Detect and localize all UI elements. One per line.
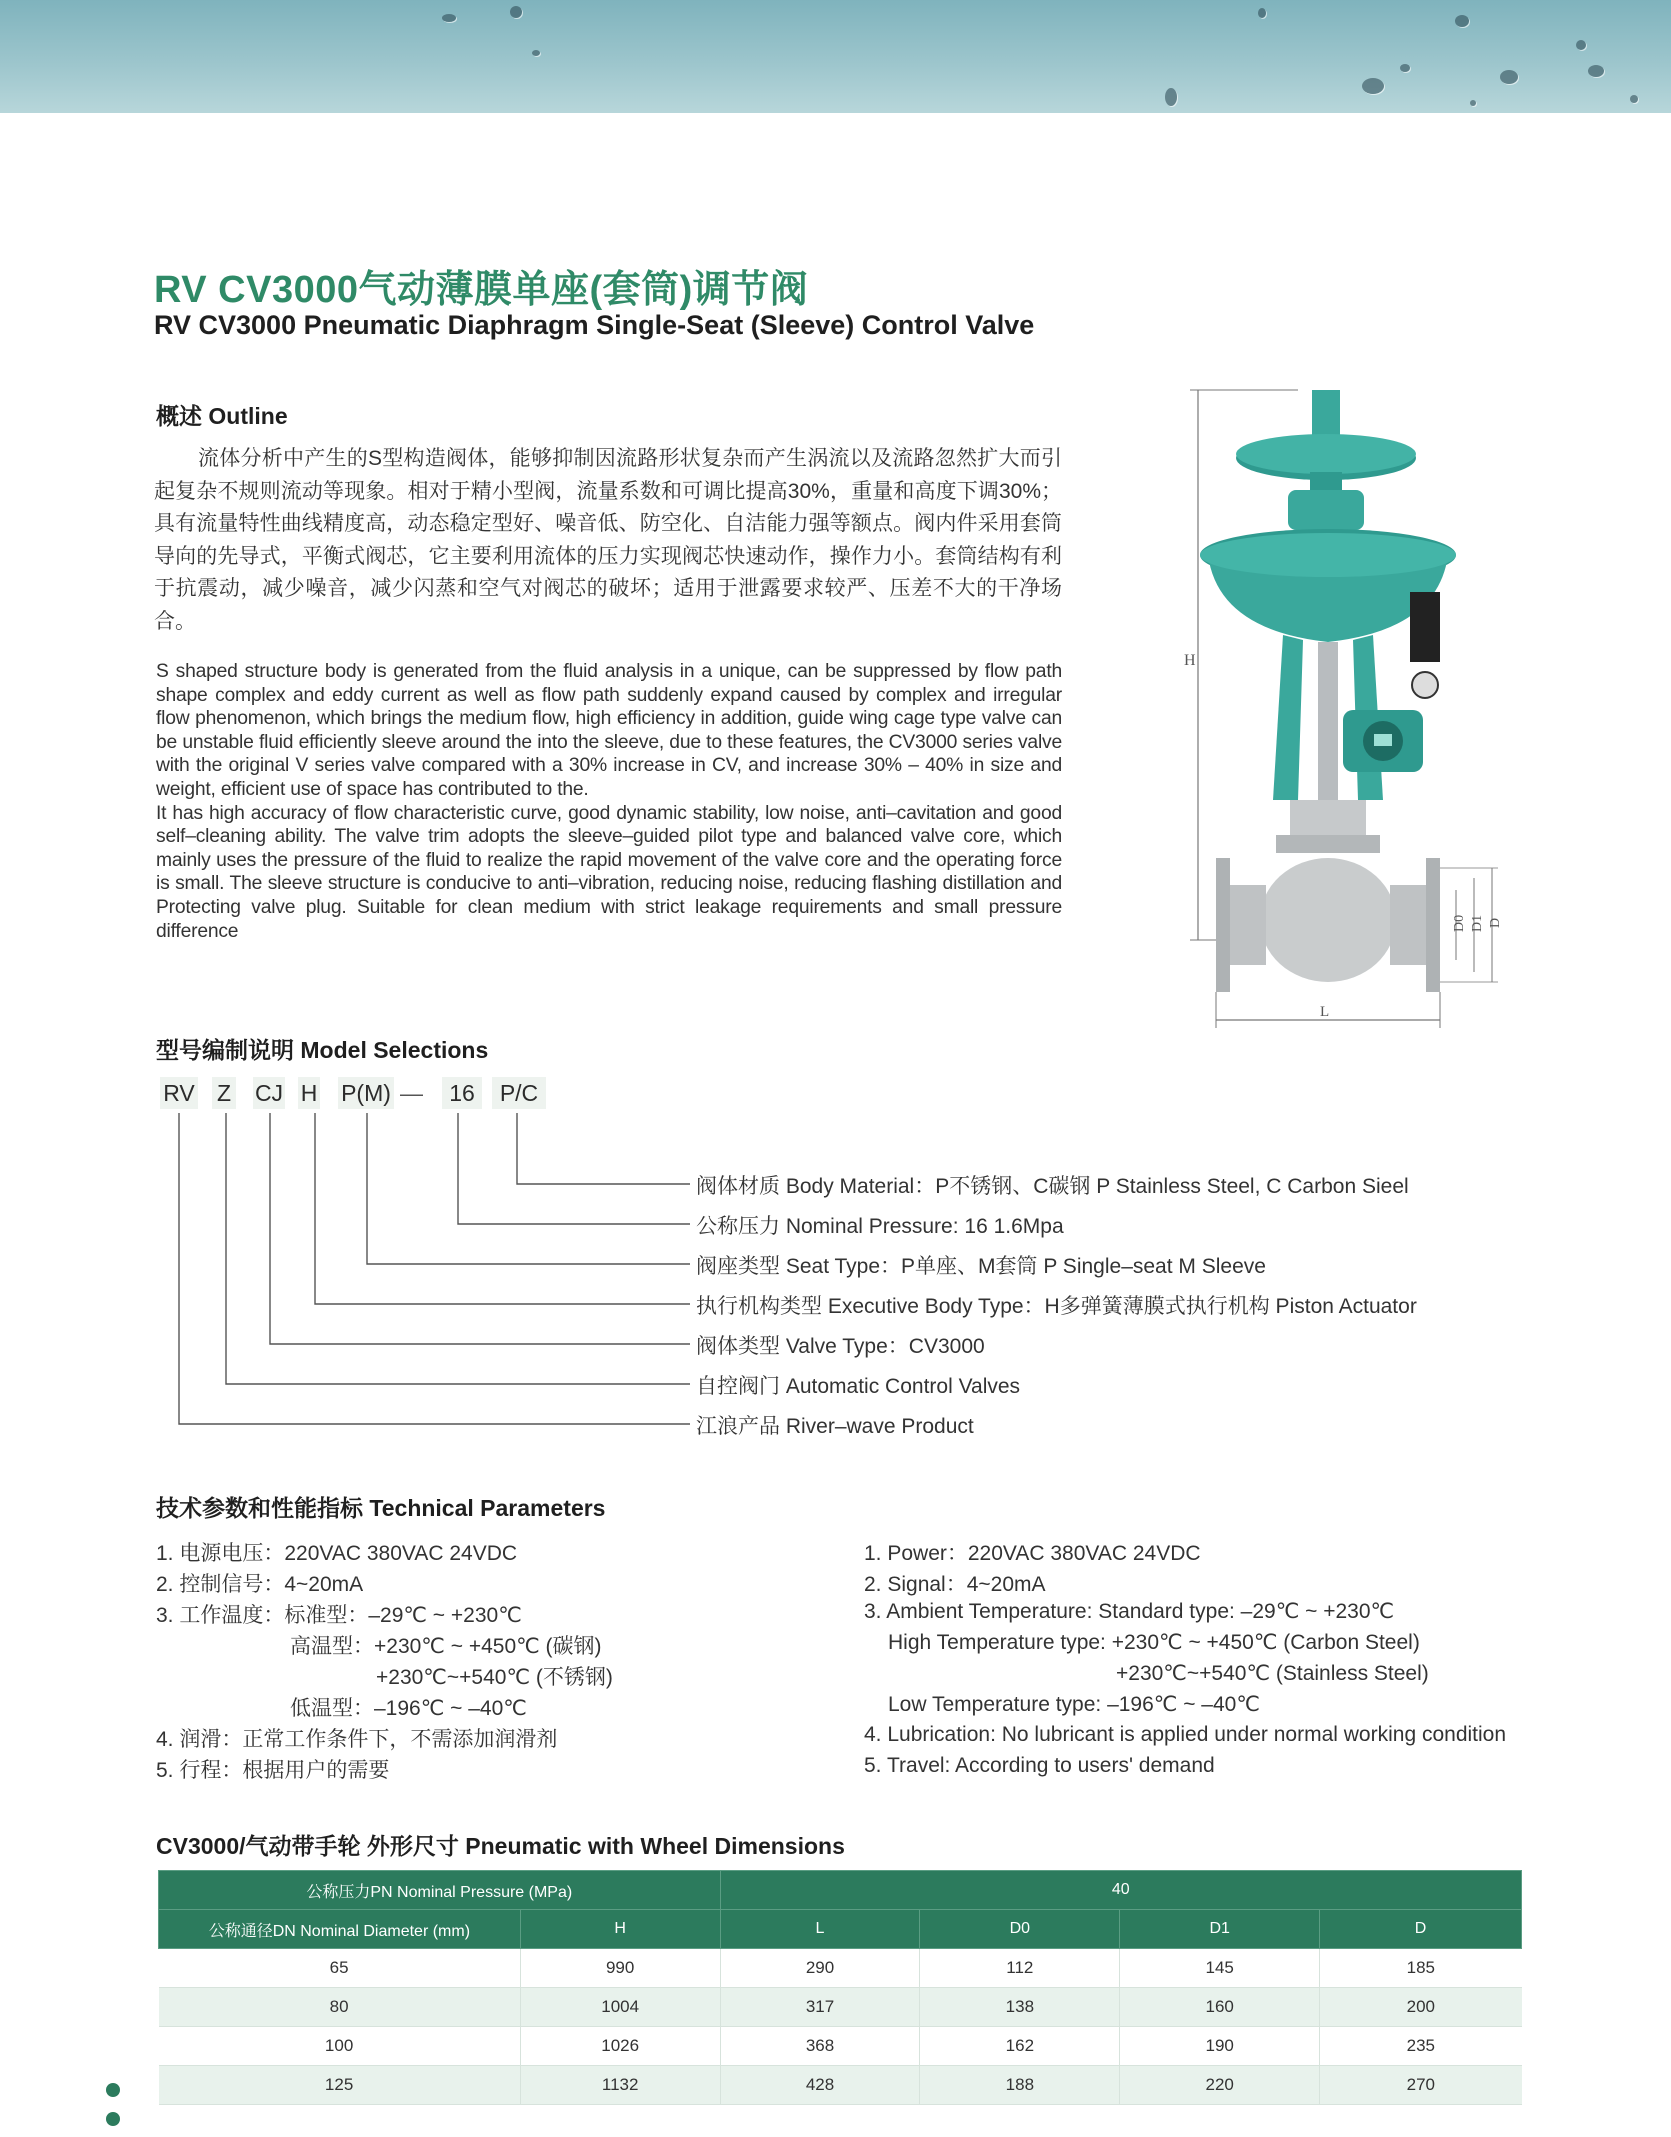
tech-cn-4: 高温型：+230℃ ~ +450℃ (碳钢) [290, 1635, 602, 1658]
decorative-dot [106, 2083, 120, 2097]
column-header: D [1320, 1910, 1522, 1949]
tech-heading: 技术参数和性能指标 Technical Parameters [156, 1495, 606, 1521]
tech-en-6: Low Temperature type: –196℃ ~ –40℃ [888, 1693, 1260, 1716]
table-cell: 80 [159, 1988, 521, 2027]
tech-en-8: 5. Travel: According to users' demand [864, 1754, 1215, 1777]
legend-product: 江浪产品 River–wave Product [696, 1415, 974, 1438]
table-row [159, 1988, 1522, 2027]
table-cell: 145 [1120, 1949, 1320, 1988]
code-pc: P/C [492, 1077, 546, 1109]
tech-cn-7: 4. 润滑：正常工作条件下，不需添加润滑剂 [156, 1728, 558, 1751]
outline-text-en [156, 660, 1062, 943]
code-16: 16 [442, 1077, 482, 1109]
table-cell: 1132 [520, 2066, 720, 2105]
table-cell: 990 [520, 1949, 720, 1988]
outline-text-cn [154, 443, 1062, 638]
header-banner [0, 0, 1671, 113]
table-cell: 162 [920, 2027, 1120, 2066]
table-row [159, 1949, 1522, 1988]
legend-body-material: 阀体材质 Body Material：P不锈钢、C碳钢 P Stainless Steel, C Carbon Sieel [696, 1175, 1409, 1198]
tech-en-3: 3. Ambient Temperature: Standard type: –29℃ ~ +230℃ [864, 1600, 1395, 1623]
table-row [159, 2066, 1522, 2105]
outline-paragraph-en-2: It has high accuracy of flow characteristic curve, good dynamic stability, low noise, anti–cavitation and good self–cleaning ability. The valve trim adopts the sleeve–guided pilot type and balanced valve core, which mainly uses the pressure of the fluid to realize the rapid movement of the valve core and the operating force is small. The sleeve structure is conducive to anti–vibration, reducing noise, reducing flashing distillation and Protecting valve plug. Suitable for clean medium with strict leakage requirements and small pressure difference [156, 802, 1062, 942]
legend-nominal-pressure: 公称压力 Nominal Pressure: 16 1.6Mpa [696, 1215, 1064, 1238]
table-cell: 270 [1320, 2066, 1522, 2105]
tech-en-4: High Temperature type: +230℃ ~ +450℃ (Carbon Steel) [888, 1631, 1420, 1654]
tech-cn-2: 2. 控制信号：4~20mA [156, 1573, 364, 1596]
table-cell: 100 [159, 2027, 521, 2066]
table-cell: 368 [720, 2027, 920, 2066]
legend-valve-type: 阀体类型 Valve Type：CV3000 [696, 1335, 985, 1358]
table-cell: 138 [920, 1988, 1120, 2027]
model-heading: 型号编制说明 Model Selections [156, 1037, 489, 1063]
code-rv: RV [160, 1077, 198, 1109]
table-header-row-columns [159, 1910, 1522, 1949]
column-header: D0 [920, 1910, 1120, 1949]
dim-label-d1: D1 [1470, 914, 1485, 932]
dim-label-l: L [1320, 1004, 1330, 1020]
table-cell: 200 [1320, 1988, 1522, 2027]
decorative-dot [106, 2112, 120, 2126]
table-cell: 1026 [520, 2027, 720, 2066]
tech-cn-8: 5. 行程：根据用户的需要 [156, 1759, 390, 1782]
tech-en-7: 4. Lubrication: No lubricant is applied under normal working condition [864, 1723, 1507, 1746]
dimensions-table [158, 1870, 1522, 2105]
valve-drawing [1178, 380, 1508, 1040]
dimensions-heading: CV3000/气动带手轮 外形尺寸 Pneumatic with Wheel Dimensions [156, 1833, 845, 1859]
page-title-en: RV CV3000 Pneumatic Diaphragm Single-Seat (Sleeve) Control Valve [154, 310, 1035, 340]
table-cell: 188 [920, 2066, 1120, 2105]
tech-en-1: 1. Power：220VAC 380VAC 24VDC [864, 1542, 1201, 1565]
tech-cn-5: +230℃~+540℃ (不锈钢) [376, 1666, 613, 1689]
legend-automatic-control: 自控阀门 Automatic Control Valves [696, 1375, 1021, 1398]
pressure-label-cell: 公称压力PN Nominal Pressure (MPa) [159, 1871, 721, 1910]
dim-label-h: H [1184, 652, 1196, 669]
tech-cn-1: 1. 电源电压：220VAC 380VAC 24VDC [156, 1542, 518, 1565]
tech-en-5: +230℃~+540℃ (Stainless Steel) [1116, 1662, 1429, 1685]
model-connector-lines [150, 1108, 710, 1428]
tech-en-2: 2. Signal：4~20mA [864, 1573, 1046, 1596]
column-header: L [720, 1910, 920, 1949]
table-cell: 160 [1120, 1988, 1320, 2027]
outline-heading: 概述 Outline [156, 403, 288, 429]
page-title-cn: RV CV3000气动薄膜单座(套筒)调节阀 [154, 269, 809, 311]
code-z: Z [212, 1077, 236, 1109]
table-row [159, 2027, 1522, 2066]
table-cell: 65 [159, 1949, 521, 1988]
column-header: D1 [1120, 1910, 1320, 1949]
tech-cn-3: 3. 工作温度：标准型：–29℃ ~ +230℃ [156, 1604, 522, 1627]
column-header: 公称通径DN Nominal Diameter (mm) [159, 1910, 521, 1949]
legend-executive-body: 执行机构类型 Executive Body Type：H多弹簧薄膜式执行机构 Piston Actuator [696, 1295, 1417, 1318]
legend-seat-type: 阀座类型 Seat Type：P单座、M套筒 P Single–seat M Sleeve [696, 1255, 1266, 1278]
dim-label-d: D [1488, 917, 1503, 928]
code-pm: P(M) [338, 1077, 394, 1109]
table-cell: 112 [920, 1949, 1120, 1988]
table-cell: 190 [1120, 2027, 1320, 2066]
table-cell: 125 [159, 2066, 521, 2105]
code-h: H [298, 1077, 320, 1109]
table-cell: 428 [720, 2066, 920, 2105]
table-cell: 1004 [520, 1988, 720, 2027]
tech-cn-6: 低温型：–196℃ ~ –40℃ [290, 1697, 527, 1720]
table-cell: 317 [720, 1988, 920, 2027]
outline-paragraph-en-1: S shaped structure body is generated from the fluid analysis in a unique, can be suppressed by flow path shape complex and eddy current as well as flow path suddenly expand caused by complex and irregular flow phenomenon, which brings the medium flow, high efficiency in addition, guide wing cage type valve can be unstable fluid efficiently sleeve around the into the sleeve, due to these features, the CV3000 series valve with the original V series valve compared with a 30% increase in CV, and increase 30% – 40% in size and weight, efficient use of space has contributed to the. [156, 661, 1062, 800]
table-cell: 185 [1320, 1949, 1522, 1988]
table-header-row-pressure [159, 1871, 1522, 1910]
code-cj: CJ [253, 1077, 285, 1109]
dim-label-d0: D0 [1452, 914, 1467, 932]
code-dash: — [400, 1080, 423, 1106]
outline-paragraph-cn: 流体分析中产生的S型构造阀体，能够抑制因流路形状复杂而产生涡流以及流路忽然扩大而引起复杂不规则流动等现象。相对于精小型阀，流量系数和可调比提高30%，重量和高度下调30%；具有流量特性曲线精度高，动态稳定型好、噪音低、防空化、自洁能力强等额点。阀内件采用套筒导向的先导式，平衡式阀芯，它主要利用流体的压力实现阀芯快速动作，操作力小。套筒结构有利于抗震动，减少噪音，减少闪蒸和空气对阀芯的破坏；适用于泄露要求较严、压差不大的干净场合。 [154, 447, 1062, 633]
pressure-value-cell: 40 [720, 1871, 1521, 1910]
column-header: H [520, 1910, 720, 1949]
table-cell: 235 [1320, 2027, 1522, 2066]
table-cell: 220 [1120, 2066, 1320, 2105]
table-cell: 290 [720, 1949, 920, 1988]
